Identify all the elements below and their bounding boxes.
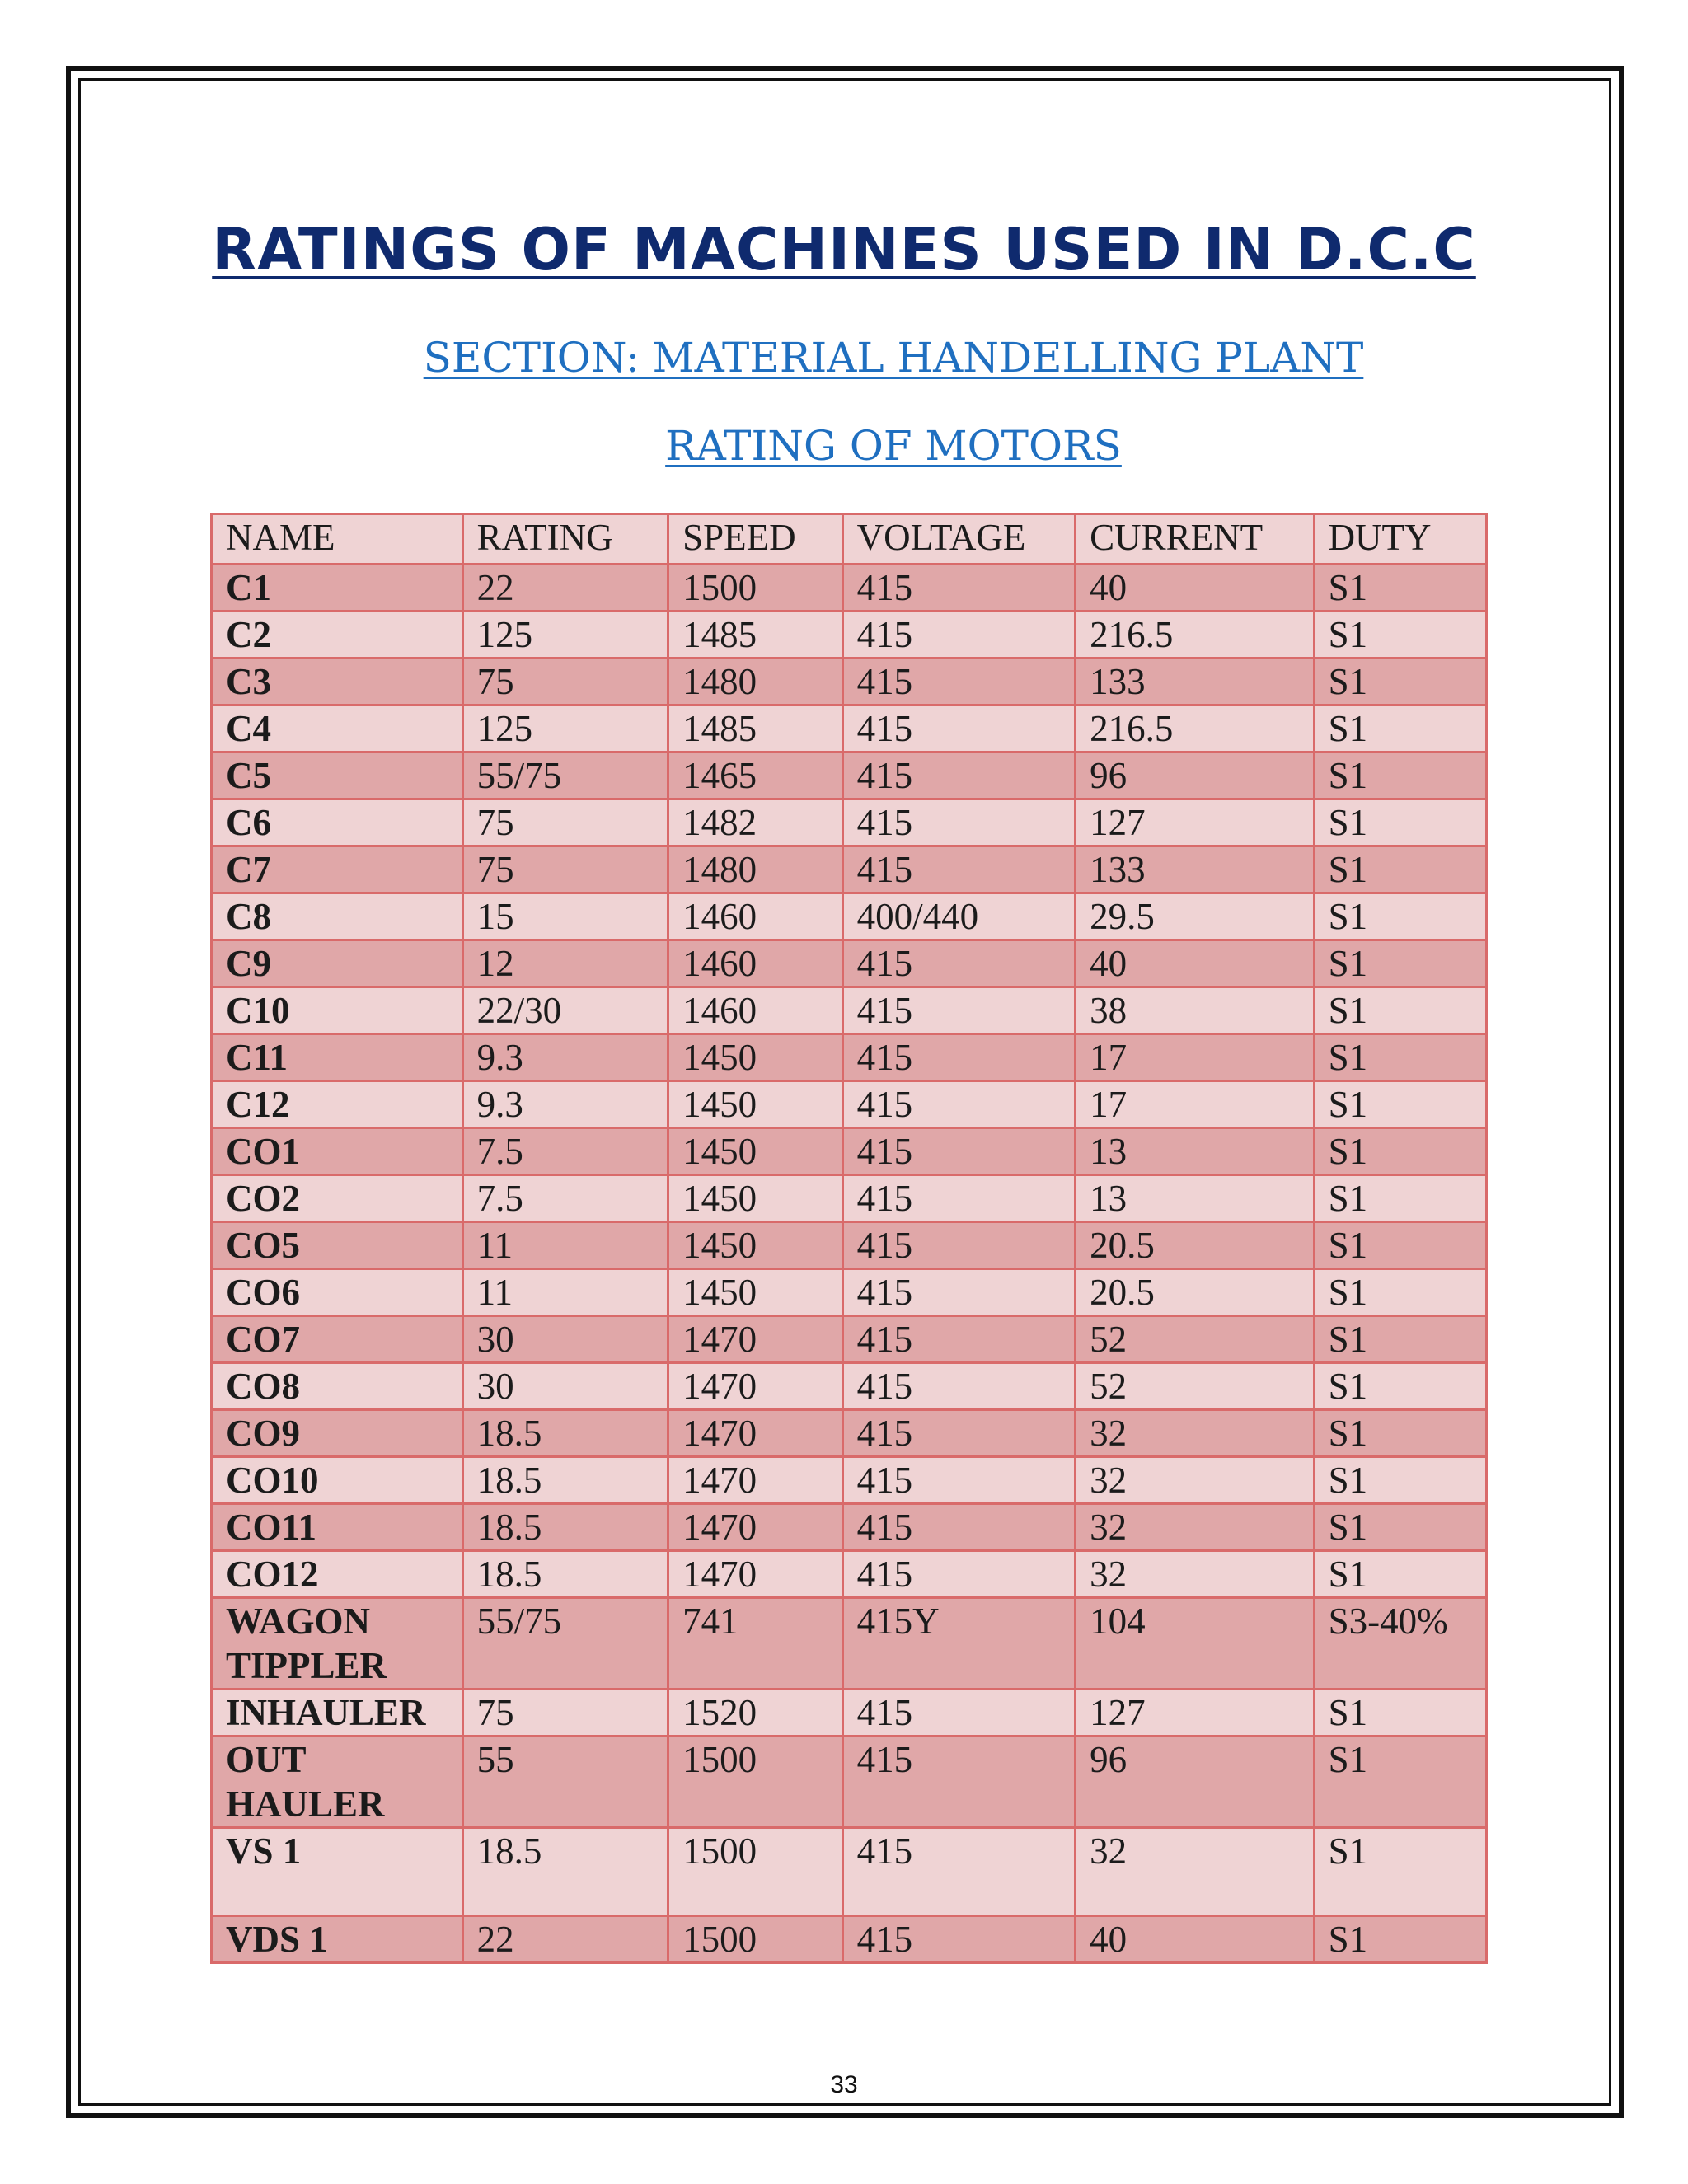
table-header-row (212, 514, 1487, 565)
table-cell: 30 (462, 1363, 668, 1410)
table-cell: S1 (1314, 940, 1486, 987)
motor-name-cell: C10 (212, 987, 463, 1034)
table-cell: S1 (1314, 1690, 1486, 1736)
table-row (212, 1175, 1487, 1222)
table-cell: S1 (1314, 1736, 1486, 1828)
table-row (212, 565, 1487, 612)
table-cell: 1520 (668, 1690, 843, 1736)
table-cell: 415 (842, 1222, 1075, 1269)
table-cell: 415Y (842, 1598, 1075, 1690)
table-cell: 32 (1076, 1504, 1314, 1551)
motor-name-cell: C6 (212, 799, 463, 846)
table-row (212, 612, 1487, 658)
table-cell: 415 (842, 1316, 1075, 1363)
table-cell: 1480 (668, 658, 843, 705)
table-cell: 125 (462, 612, 668, 658)
table-row (212, 1504, 1487, 1551)
table-cell: 17 (1076, 1081, 1314, 1128)
table-cell: 415 (842, 658, 1075, 705)
table-cell: 415 (842, 1081, 1075, 1128)
table-cell: S3-40% (1314, 1598, 1486, 1690)
table-cell: 133 (1076, 658, 1314, 705)
table-cell: S1 (1314, 987, 1486, 1034)
table-cell: 741 (668, 1598, 843, 1690)
table-cell: S1 (1314, 1828, 1486, 1916)
table-cell: 22 (462, 565, 668, 612)
table-cell: S1 (1314, 1504, 1486, 1551)
motor-name-cell: C1 (212, 565, 463, 612)
table-cell: 1450 (668, 1128, 843, 1175)
section-heading: SECTION: MATERIAL HANDELLING PLANT (423, 334, 1364, 382)
table-cell: 1470 (668, 1363, 843, 1410)
header-cell: DUTY (1314, 514, 1486, 565)
table-row (212, 658, 1487, 705)
table-cell: 415 (842, 1828, 1075, 1916)
table-cell: 18.5 (462, 1410, 668, 1457)
table-row (212, 846, 1487, 893)
table-cell: 1450 (668, 1081, 843, 1128)
table-cell: 52 (1076, 1316, 1314, 1363)
table-cell: 415 (842, 1363, 1075, 1410)
table-cell: 1500 (668, 1828, 843, 1916)
table-cell: S1 (1314, 893, 1486, 940)
table-cell: 1470 (668, 1504, 843, 1551)
table-row (212, 893, 1487, 940)
table-cell: 75 (462, 1690, 668, 1736)
table-cell: 415 (842, 1410, 1075, 1457)
table-row (212, 1736, 1487, 1828)
table-cell: 1500 (668, 1736, 843, 1828)
table-row (212, 1269, 1487, 1316)
table-row (212, 1363, 1487, 1410)
table-cell: 415 (842, 1551, 1075, 1598)
header-cell: SPEED (668, 514, 843, 565)
table-cell: 75 (462, 846, 668, 893)
table-cell: S1 (1314, 1457, 1486, 1504)
table-cell: 32 (1076, 1828, 1314, 1916)
table-cell: 9.3 (462, 1034, 668, 1081)
table-row (212, 987, 1487, 1034)
table-cell: 13 (1076, 1128, 1314, 1175)
motor-name-cell: CO1 (212, 1128, 463, 1175)
table-row (212, 1598, 1487, 1690)
motor-name-cell: VS 1 (212, 1828, 463, 1916)
header-cell: VOLTAGE (842, 514, 1075, 565)
table-cell: S1 (1314, 1175, 1486, 1222)
table-cell: S1 (1314, 1269, 1486, 1316)
table-cell: 38 (1076, 987, 1314, 1034)
table-cell: S1 (1314, 1034, 1486, 1081)
table-cell: 7.5 (462, 1175, 668, 1222)
table-cell: S1 (1314, 565, 1486, 612)
table-cell: 127 (1076, 1690, 1314, 1736)
table-cell: 11 (462, 1269, 668, 1316)
header-cell: RATING (462, 514, 668, 565)
table-cell: S1 (1314, 1222, 1486, 1269)
table-cell: 18.5 (462, 1457, 668, 1504)
table-cell: 55/75 (462, 752, 668, 799)
table-cell: 22 (462, 1916, 668, 1963)
motor-name-cell: C3 (212, 658, 463, 705)
table-row (212, 1916, 1487, 1963)
table-cell: 1480 (668, 846, 843, 893)
table-cell: 216.5 (1076, 705, 1314, 752)
page-title: RATINGS OF MACHINES USED IN D.C.C (212, 216, 1476, 284)
table-cell: 18.5 (462, 1504, 668, 1551)
table-cell: 1450 (668, 1222, 843, 1269)
table-row (212, 1410, 1487, 1457)
table-cell: 96 (1076, 1736, 1314, 1828)
table-cell: 30 (462, 1316, 668, 1363)
table-cell: 1470 (668, 1410, 843, 1457)
table-cell: 32 (1076, 1410, 1314, 1457)
table-cell: 1470 (668, 1551, 843, 1598)
table-cell: 13 (1076, 1175, 1314, 1222)
table-cell: 125 (462, 705, 668, 752)
table-cell: S1 (1314, 658, 1486, 705)
table-cell: 415 (842, 846, 1075, 893)
table-cell: 96 (1076, 752, 1314, 799)
motor-name-cell: C12 (212, 1081, 463, 1128)
motor-name-cell: C2 (212, 612, 463, 658)
table-cell: 415 (842, 1736, 1075, 1828)
motor-name-cell: CO6 (212, 1269, 463, 1316)
header-cell: NAME (212, 514, 463, 565)
table-cell: 415 (842, 1916, 1075, 1963)
table-cell: 29.5 (1076, 893, 1314, 940)
table-cell: 55/75 (462, 1598, 668, 1690)
motor-name-cell: CO7 (212, 1316, 463, 1363)
motor-name-cell: CO10 (212, 1457, 463, 1504)
motor-name-cell: CO9 (212, 1410, 463, 1457)
table-row (212, 1081, 1487, 1128)
table-cell: S1 (1314, 799, 1486, 846)
table-cell: 415 (842, 612, 1075, 658)
table-cell: S1 (1314, 1916, 1486, 1963)
motor-name-cell: WAGON TIPPLER (212, 1598, 463, 1690)
table-cell: 1450 (668, 1175, 843, 1222)
table-cell: 216.5 (1076, 612, 1314, 658)
motor-name-cell: OUT HAULER (212, 1736, 463, 1828)
motor-name-cell: C11 (212, 1034, 463, 1081)
table-cell: 415 (842, 799, 1075, 846)
table-cell: 415 (842, 1504, 1075, 1551)
table-cell: 1500 (668, 565, 843, 612)
table-cell: 32 (1076, 1457, 1314, 1504)
table-cell: 7.5 (462, 1128, 668, 1175)
table-cell: S1 (1314, 846, 1486, 893)
table-cell: 9.3 (462, 1081, 668, 1128)
table-cell: 415 (842, 1457, 1075, 1504)
table-cell: 415 (842, 1128, 1075, 1175)
table-cell: 415 (842, 940, 1075, 987)
table-cell: 40 (1076, 940, 1314, 987)
table-cell: 1460 (668, 987, 843, 1034)
table-cell: S1 (1314, 1363, 1486, 1410)
table-cell: 22/30 (462, 987, 668, 1034)
table-cell: 1470 (668, 1316, 843, 1363)
table-cell: 415 (842, 565, 1075, 612)
table-cell: 1470 (668, 1457, 843, 1504)
table-cell: S1 (1314, 752, 1486, 799)
table-cell: 12 (462, 940, 668, 987)
motor-name-cell: INHAULER (212, 1690, 463, 1736)
table-cell: S1 (1314, 705, 1486, 752)
table-row (212, 1457, 1487, 1504)
table-heading: RATING OF MOTORS (665, 422, 1122, 470)
table-row (212, 1551, 1487, 1598)
table-cell: S1 (1314, 1410, 1486, 1457)
table-cell: 415 (842, 1175, 1075, 1222)
table-cell: 1460 (668, 893, 843, 940)
table-cell: S1 (1314, 1081, 1486, 1128)
table-cell: 18.5 (462, 1551, 668, 1598)
table-cell: 1450 (668, 1034, 843, 1081)
table-cell: 75 (462, 658, 668, 705)
page-number: 33 (830, 2071, 858, 2098)
table-cell: 40 (1076, 1916, 1314, 1963)
table-row (212, 1828, 1487, 1916)
table-row (212, 1316, 1487, 1363)
table-cell: 18.5 (462, 1828, 668, 1916)
table-cell: 15 (462, 893, 668, 940)
table-cell: S1 (1314, 1128, 1486, 1175)
table-row (212, 705, 1487, 752)
motor-ratings-table (210, 513, 1488, 1964)
table-cell: 55 (462, 1736, 668, 1828)
header-cell: CURRENT (1076, 514, 1314, 565)
motor-name-cell: CO12 (212, 1551, 463, 1598)
table-cell: 11 (462, 1222, 668, 1269)
table-cell: 415 (842, 752, 1075, 799)
motor-name-cell: CO11 (212, 1504, 463, 1551)
motor-name-cell: C7 (212, 846, 463, 893)
motor-name-cell: CO5 (212, 1222, 463, 1269)
table-cell: 1450 (668, 1269, 843, 1316)
table-cell: 415 (842, 987, 1075, 1034)
table-cell: 1460 (668, 940, 843, 987)
table-row (212, 799, 1487, 846)
table-cell: 20.5 (1076, 1269, 1314, 1316)
table-cell: 17 (1076, 1034, 1314, 1081)
table-cell: 1465 (668, 752, 843, 799)
table-cell: S1 (1314, 1551, 1486, 1598)
table-cell: 1485 (668, 612, 843, 658)
motor-name-cell: C5 (212, 752, 463, 799)
table-cell: 40 (1076, 565, 1314, 612)
table-row (212, 752, 1487, 799)
motor-name-cell: VDS 1 (212, 1916, 463, 1963)
table-cell: 20.5 (1076, 1222, 1314, 1269)
table-row (212, 940, 1487, 987)
table-cell: 400/440 (842, 893, 1075, 940)
table-row (212, 1034, 1487, 1081)
table-cell: 415 (842, 705, 1075, 752)
table-cell: 415 (842, 1034, 1075, 1081)
table-cell: 1500 (668, 1916, 843, 1963)
table-cell: 32 (1076, 1551, 1314, 1598)
table-row (212, 1128, 1487, 1175)
motor-name-cell: C8 (212, 893, 463, 940)
motor-name-cell: C9 (212, 940, 463, 987)
table-row (212, 1690, 1487, 1736)
table-cell: 75 (462, 799, 668, 846)
motor-name-cell: CO8 (212, 1363, 463, 1410)
table-cell: 415 (842, 1690, 1075, 1736)
table-row (212, 1222, 1487, 1269)
table-cell: 133 (1076, 846, 1314, 893)
table-cell: 52 (1076, 1363, 1314, 1410)
table-cell: 1485 (668, 705, 843, 752)
table-cell: 127 (1076, 799, 1314, 846)
table-cell: S1 (1314, 1316, 1486, 1363)
table-cell: S1 (1314, 612, 1486, 658)
motor-name-cell: C4 (212, 705, 463, 752)
table-cell: 1482 (668, 799, 843, 846)
table-cell: 104 (1076, 1598, 1314, 1690)
table-cell: 415 (842, 1269, 1075, 1316)
motor-name-cell: CO2 (212, 1175, 463, 1222)
